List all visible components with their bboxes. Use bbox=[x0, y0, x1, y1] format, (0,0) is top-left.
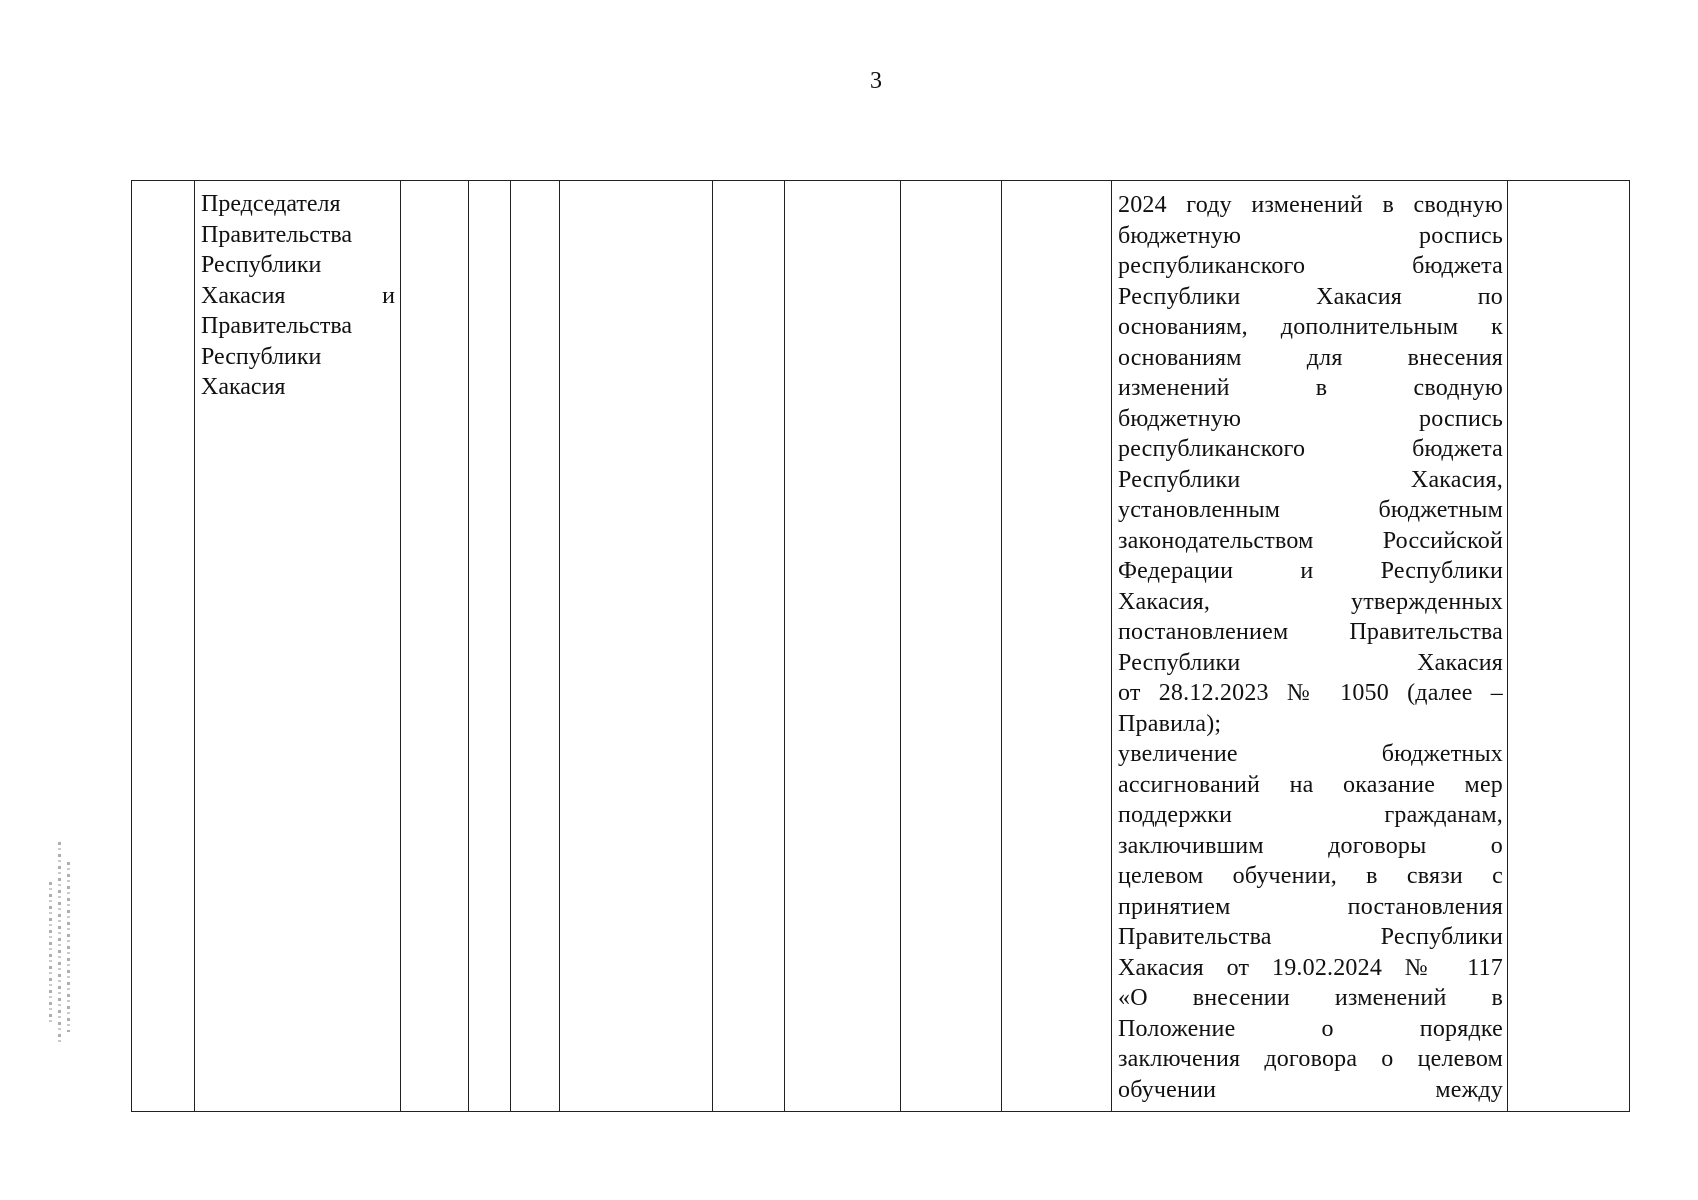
text-line: Правительства Республики bbox=[1118, 924, 1503, 950]
text-line: ассигнований на оказание мер bbox=[1118, 771, 1503, 798]
text-line: основаниям для внесения bbox=[1118, 344, 1503, 371]
text-line: обучении между bbox=[1118, 1076, 1503, 1103]
text-line: принятием постановления bbox=[1118, 893, 1503, 920]
table-cell bbox=[511, 181, 560, 1112]
table-cell bbox=[785, 181, 901, 1112]
responsible-text bbox=[195, 181, 400, 403]
text-line: увеличение бюджетных bbox=[1118, 741, 1503, 767]
description-text bbox=[1112, 181, 1507, 1105]
document-table bbox=[131, 180, 1630, 1112]
text-line: Хакасия, утвержденных bbox=[1118, 588, 1503, 615]
table-cell bbox=[469, 181, 511, 1112]
text-line: основаниям, дополнительным к bbox=[1118, 314, 1503, 340]
text-line: изменений в сводную bbox=[1118, 375, 1503, 401]
text-line: целевом обучении, в связи с bbox=[1118, 863, 1503, 889]
text-line: законодательством Российской bbox=[1118, 527, 1503, 554]
text-line: Правительства bbox=[201, 221, 353, 248]
text-line: 2024 году изменений в сводную bbox=[1118, 192, 1503, 218]
table-cell bbox=[1002, 181, 1112, 1112]
table-cell bbox=[560, 181, 713, 1112]
text-line: заключившим договоры о bbox=[1118, 832, 1503, 859]
table-cell bbox=[901, 181, 1002, 1112]
table-cell-notes bbox=[1508, 181, 1630, 1112]
text-line: поддержки гражданам, bbox=[1118, 802, 1503, 828]
text-line: Положение о порядке bbox=[1118, 1015, 1503, 1042]
table-cell-number bbox=[132, 181, 195, 1112]
table-cell bbox=[401, 181, 469, 1112]
text-line: Республики Хакасия по bbox=[1118, 283, 1503, 310]
text-line: республиканского бюджета bbox=[1118, 436, 1503, 462]
margin-stamp bbox=[24, 842, 94, 1042]
page-number: 3 bbox=[870, 68, 882, 94]
text-line: «О внесении изменений в bbox=[1118, 985, 1503, 1011]
text-line: Правительства bbox=[201, 313, 353, 339]
table-cell-responsible bbox=[195, 181, 401, 1112]
text-line: Правила); bbox=[1118, 710, 1222, 737]
text-line: Федерации и Республики bbox=[1118, 558, 1503, 584]
text-line: установленным бюджетным bbox=[1118, 497, 1503, 523]
table-row bbox=[132, 181, 1630, 1112]
text-line: Хакасия и bbox=[201, 282, 395, 309]
text-line: от 28.12.2023 № 1050 (далее – bbox=[1118, 680, 1503, 706]
text-line: Председателя bbox=[201, 191, 341, 217]
text-line: Хакасия bbox=[201, 374, 286, 400]
table-cell-description bbox=[1112, 181, 1508, 1112]
text-line: Республики Хакасия, bbox=[1118, 466, 1503, 493]
table-cell bbox=[713, 181, 785, 1112]
text-line: Республики Хакасия bbox=[1118, 649, 1503, 676]
text-line: Республики bbox=[201, 343, 322, 370]
text-line: республиканского бюджета bbox=[1118, 253, 1503, 279]
text-line: бюджетную роспись bbox=[1118, 222, 1503, 249]
text-line: бюджетную роспись bbox=[1118, 405, 1503, 432]
text-line: Хакасия от 19.02.2024 № 117 bbox=[1118, 954, 1503, 981]
text-line: постановлением Правительства bbox=[1118, 619, 1503, 645]
text-line: Республики bbox=[201, 252, 322, 278]
text-line: заключения договора о целевом bbox=[1118, 1046, 1503, 1072]
